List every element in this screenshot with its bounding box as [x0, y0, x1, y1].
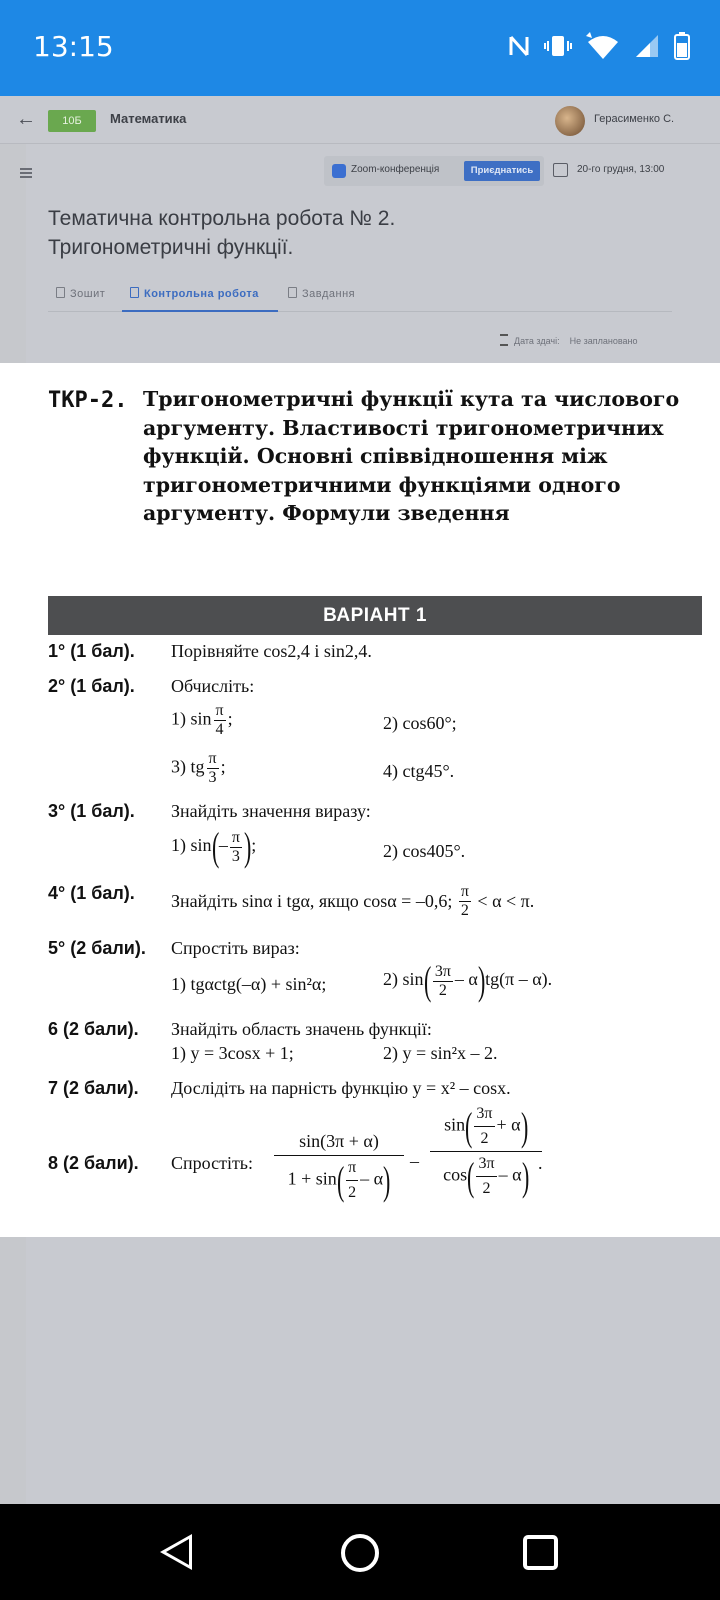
zoom-label: Zoom-конференція: [351, 164, 440, 175]
tab-bar: [48, 284, 672, 312]
nav-home-icon[interactable]: [341, 1534, 379, 1572]
task-text: Спростіть вираз:: [171, 938, 300, 958]
task-label: 3° (1 бал).: [48, 801, 135, 821]
tab-tasks[interactable]: [288, 287, 355, 300]
document-code: ТКР-2.: [48, 388, 128, 413]
fraction: [459, 883, 471, 920]
document-heading: Тригонометричні функції кута та числового аргументу. Властивості тригонометричних функцій. Основні співвідношення між тригонометричними функціями одного аргументу. Формули зведення: [143, 387, 680, 525]
signal-icon: [634, 33, 660, 59]
expr-text: ;: [251, 835, 257, 856]
numerator: sin(3π + α): [274, 1123, 404, 1156]
variant-banner: ВАРІАНТ 1: [48, 596, 702, 635]
zoom-conference-bar: [324, 156, 544, 186]
task-2-item-4: 4) ctg45°.: [383, 761, 455, 781]
clipboard-icon: [130, 287, 139, 298]
denominator: 3: [208, 769, 217, 786]
expr-text: 1 + sin: [287, 1168, 337, 1189]
page-title: [48, 204, 648, 262]
task-label: 6 (2 бали).: [48, 1019, 139, 1039]
expr-text: 2) sin: [383, 969, 424, 990]
task-8-minus: –: [410, 1151, 419, 1171]
task-6-item-1: 1) y = 3cosx + 1;: [171, 1043, 294, 1063]
task-text: Порівняйте cos2,4 і sin2,4.: [171, 641, 372, 661]
tab-test[interactable]: [130, 287, 259, 300]
paren: ): [520, 1103, 528, 1149]
fraction: [476, 1155, 496, 1198]
join-button[interactable]: Приєднатись: [464, 161, 540, 181]
expr-text: sin: [444, 1114, 466, 1135]
task-label: 8 (2 бали).: [48, 1153, 139, 1173]
due-date: [500, 334, 638, 346]
page-title-line-1: Тематична контрольна робота № 2.: [48, 207, 396, 230]
expr-text: – α: [454, 969, 478, 990]
battery-icon: [674, 32, 690, 60]
vibrate-icon: [544, 33, 572, 59]
subject-title: Математика: [110, 111, 187, 126]
task-8-fraction-2: [430, 1105, 542, 1198]
task-label: 7 (2 бали).: [48, 1078, 139, 1098]
task-text: Спростіть:: [171, 1153, 254, 1173]
numerator: π: [460, 883, 469, 900]
assignment-document: [0, 363, 720, 1237]
active-tab-indicator: [122, 310, 278, 312]
expr-text: Знайдіть sinα і tgα, якщо cosα = –0,6;: [171, 891, 453, 911]
denominator: 2: [348, 1184, 357, 1201]
fraction: [230, 829, 242, 866]
paren: (: [467, 1153, 475, 1199]
task-text: Обчисліть:: [171, 676, 255, 696]
denominator: 2: [480, 1130, 489, 1147]
task-6-item-2: 2) y = sin²x – 2.: [383, 1043, 498, 1063]
paren: ): [243, 824, 252, 869]
expr-text: – α: [360, 1168, 384, 1189]
page-title-line-2: Тригонометричні функції.: [48, 236, 294, 259]
task-5-item-1: 1) tgαctg(–α) + sin²α;: [171, 974, 327, 994]
notebook-icon: [56, 287, 65, 298]
fraction: [207, 750, 219, 787]
tab-tasks-label: Завдання: [302, 288, 356, 300]
video-camera-icon: [332, 164, 346, 178]
numerator: 3π: [474, 1105, 494, 1127]
paren: (: [211, 824, 219, 869]
teacher-name[interactable]: Герасименко С.: [594, 113, 675, 125]
expr-text: ;: [220, 756, 226, 777]
task-label: 4° (1 бал).: [48, 883, 135, 903]
numerator: 3π: [476, 1155, 496, 1177]
nfc-icon: [508, 33, 530, 59]
denominator: 2: [482, 1180, 491, 1197]
top-bar: [0, 96, 720, 144]
task-text: Знайдіть значення виразу:: [171, 801, 371, 821]
denominator: 4: [215, 721, 224, 738]
task-label: 2° (1 бал).: [48, 676, 135, 696]
paren: (: [423, 958, 431, 1003]
expr-text: cos: [443, 1164, 468, 1185]
expr-text: – α: [498, 1164, 522, 1185]
expr-text: ;: [227, 708, 233, 729]
status-bar: [0, 0, 720, 96]
fraction: [474, 1105, 494, 1148]
task-label: 5° (2 бали).: [48, 938, 146, 958]
expr-text: –: [218, 835, 228, 856]
numerator: 3π: [434, 962, 451, 980]
navigation-bar: [0, 1504, 720, 1600]
wifi-icon: [586, 32, 620, 60]
task-8-fraction-1: [274, 1123, 404, 1202]
calendar-icon: [553, 163, 568, 177]
paren: ): [477, 958, 486, 1003]
numerator: π: [208, 750, 217, 767]
expr-text: tg(π – α).: [485, 969, 553, 990]
expr-text: + α: [496, 1114, 521, 1135]
denominator: 2: [460, 902, 469, 919]
expr-text: 1) sin: [171, 835, 212, 856]
numerator: π: [346, 1159, 358, 1181]
numerator: π: [231, 828, 240, 846]
tab-test-label: Контрольна робота: [144, 288, 259, 300]
nav-back-icon[interactable]: [160, 1534, 192, 1570]
clock: 13:15: [33, 30, 114, 63]
task-5-item-2: [383, 958, 553, 1003]
task-label: 1° (1 бал).: [48, 641, 135, 661]
denominator: 2: [438, 981, 447, 999]
fraction: [433, 963, 453, 1000]
task-2-item-2: 2) cos60°;: [383, 713, 457, 733]
task-text: Знайдіть область значень функції:: [171, 1019, 432, 1039]
tab-notebook-label: Зошит: [70, 288, 106, 300]
task-text: [171, 883, 534, 920]
tab-notebook[interactable]: [56, 287, 105, 300]
paren: ): [521, 1153, 529, 1199]
paren: ): [383, 1157, 391, 1203]
task-2-item-3: [171, 750, 226, 787]
back-arrow-icon[interactable]: ←: [16, 108, 36, 130]
class-badge: 10Б: [48, 110, 96, 132]
paren: (: [465, 1103, 473, 1149]
task-3-item-2: 2) cos405°.: [383, 841, 466, 861]
status-icons: [508, 32, 690, 60]
expr-text: < α < π.: [477, 891, 535, 911]
numerator: π: [215, 702, 224, 719]
denominator: [274, 1156, 404, 1202]
task-2-item-1: [171, 702, 233, 739]
meeting-date: 20-го грудня, 13:00: [577, 164, 665, 175]
hourglass-icon: [500, 334, 508, 346]
expr-text: 1) sin: [171, 708, 212, 729]
due-value: Не заплановано: [569, 336, 638, 346]
task-3-item-1: [171, 824, 257, 869]
nav-recents-icon[interactable]: [523, 1535, 558, 1570]
due-label: Дата здачі:: [514, 336, 560, 346]
paren: (: [336, 1157, 345, 1203]
fraction: [346, 1159, 358, 1202]
task-text: Дослідіть на парність функцію y = x² – cosx.: [171, 1078, 511, 1098]
denominator: [430, 1152, 542, 1198]
denominator: 3: [231, 847, 240, 865]
avatar[interactable]: [555, 106, 585, 136]
document-icon: [288, 287, 297, 298]
menu-icon[interactable]: [20, 168, 32, 178]
expr-text: 3) tg: [171, 756, 205, 777]
fraction: [214, 702, 226, 739]
task-8-end: .: [538, 1153, 543, 1173]
numerator: [430, 1105, 542, 1152]
